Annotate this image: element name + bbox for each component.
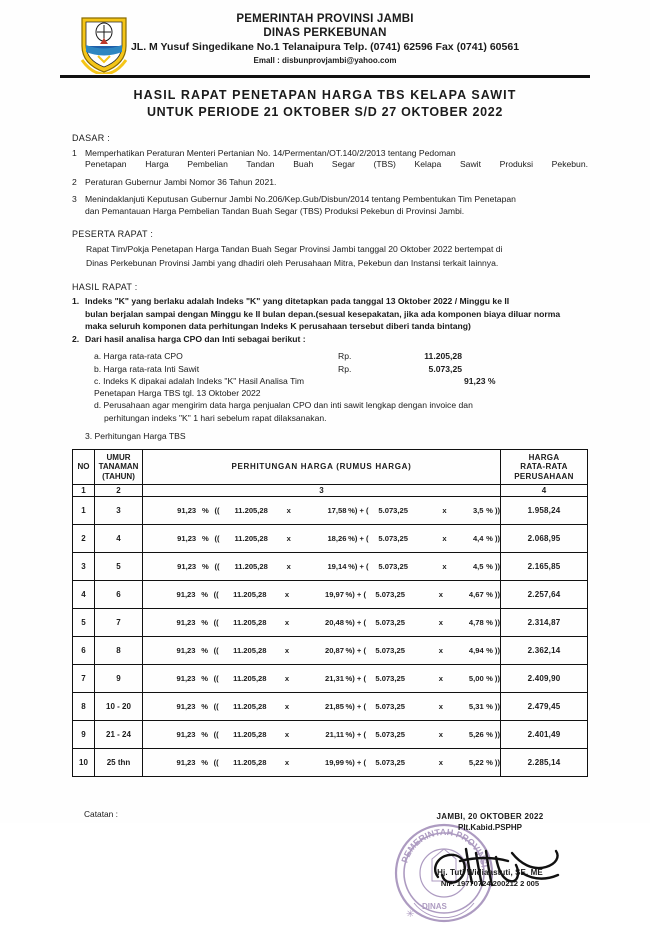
hasil-item-1-line-1: Indeks "K" yang berlaku adalah Indeks "K" yang ditetapkan pada tanggal 13 Oktober 2022 / Minggu ke II xyxy=(85,296,510,306)
catatan-label: Catatan : xyxy=(84,809,118,819)
formula-cpo-price: 11.205,28 xyxy=(233,730,267,739)
formula-rendemen-cpo: 21,85 xyxy=(324,702,344,711)
formula-close-paren: % )) xyxy=(486,562,500,571)
formula-index-pct: % xyxy=(201,646,208,655)
formula-inti-price: 5.073,25 xyxy=(375,758,405,767)
dasar-item xyxy=(72,177,588,189)
price-row-cpo-currency: Rp. xyxy=(338,351,352,361)
formula-rendemen-cpo: 18,26 xyxy=(327,534,347,543)
formula-plus: %) + ( xyxy=(348,534,369,543)
formula-multiply-2: x xyxy=(438,646,443,655)
formula-plus: %) + ( xyxy=(345,702,366,711)
formula-open-paren: (( xyxy=(213,646,219,655)
cell-umur: 6 xyxy=(95,581,143,609)
formula-rendemen-cpo: 19,99 xyxy=(324,758,344,767)
formula-multiply-1: x xyxy=(284,674,290,683)
cell-harga-rata-rata: 2.165,85 xyxy=(501,553,588,581)
col-number-1: 1 xyxy=(73,485,95,497)
formula-index-k: 91,23 xyxy=(176,730,196,739)
hasil-item-d-line-1: d. Perusahaan agar mengirim data harga penjualan CPO dan inti sawit lengkap dengan invoice dan xyxy=(94,400,473,410)
table-head xyxy=(73,449,588,497)
formula-open-paren: (( xyxy=(214,562,220,571)
formula-rendemen-cpo: 20,87 xyxy=(324,646,344,655)
formula-cpo-price: 11.205,28 xyxy=(234,562,268,571)
formula-close-paren: % )) xyxy=(486,534,500,543)
cell-no: 3 xyxy=(73,553,95,581)
formula-rendemen-cpo: 20,48 xyxy=(324,618,344,627)
cell-formula xyxy=(143,665,501,693)
col-header-umur-l2: TANAMAN xyxy=(98,462,139,471)
formula-index-k: 91,23 xyxy=(176,618,196,627)
formula-rendemen-cpo: 19,14 xyxy=(327,562,347,571)
cell-umur: 3 xyxy=(95,497,143,525)
table-row xyxy=(73,721,588,749)
formula-rendemen-inti: 5,26 xyxy=(468,730,484,739)
formula-index-pct: % xyxy=(201,534,209,543)
formula-open-paren: (( xyxy=(213,758,219,767)
formula-multiply-2: x xyxy=(442,506,447,515)
formula-rendemen-cpo: 21,31 xyxy=(324,674,344,683)
table-header-row xyxy=(73,449,588,485)
hasil-item-2 xyxy=(72,334,588,346)
formula-rendemen-inti: 4,67 xyxy=(468,590,484,599)
dasar-item xyxy=(72,194,588,217)
cell-umur: 10 - 20 xyxy=(95,693,143,721)
formula-cpo-price: 11.205,28 xyxy=(233,646,267,655)
cell-umur: 21 - 24 xyxy=(95,721,143,749)
formula-index-k: 91,23 xyxy=(176,758,196,767)
cell-formula xyxy=(143,721,501,749)
signature-nip: NIP. 19770724 200212 2 005 xyxy=(440,879,540,888)
formula-index-k: 91,23 xyxy=(176,702,196,711)
formula-multiply-2: x xyxy=(438,730,443,739)
formula-rendemen-inti: 5,31 xyxy=(468,702,484,711)
price-row-indeks-k-label: c. Indeks K dipakai adalah Indeks "K" Hasil Analisa Tim Penetapan Harga TBS tgl. 13 Oktober 2022 xyxy=(94,376,305,398)
org-level1: PEMERINTAH PROVINSI JAMBI xyxy=(236,13,414,25)
cell-harga-rata-rata: 2.285,14 xyxy=(501,749,588,777)
price-row-cpo-value: 11.205,28 xyxy=(424,351,462,361)
cell-harga-rata-rata: 2.314,87 xyxy=(501,609,588,637)
cell-harga-rata-rata: 1.958,24 xyxy=(501,497,588,525)
cell-harga-rata-rata: 2.068,95 xyxy=(501,525,588,553)
org-level2: DINAS PERKEBUNAN xyxy=(263,27,387,39)
formula-rendemen-cpo: 17,58 xyxy=(327,506,347,515)
dasar-item-text: Menindaklanjuti Keputusan Gubernur Jambi No.206/Kep.Gub/Disbun/2014 tentang Pembentukan Tim Penetapan xyxy=(85,194,516,204)
dasar-item-number: 1 xyxy=(72,147,77,158)
cell-umur: 9 xyxy=(95,665,143,693)
price-calculation-table-wrapper xyxy=(72,449,588,778)
cell-formula xyxy=(143,497,501,525)
formula-close-paren: % )) xyxy=(486,674,500,683)
formula-inti-price: 5.073,25 xyxy=(375,730,405,739)
formula-inti-price: 5.073,25 xyxy=(378,562,408,571)
formula-close-paren: % )) xyxy=(486,758,500,767)
formula-index-k: 91,23 xyxy=(176,590,196,599)
formula-inti-price: 5.073,25 xyxy=(378,506,408,515)
formula-plus: %) + ( xyxy=(345,618,366,627)
formula-multiply-1: x xyxy=(284,590,290,599)
cell-harga-rata-rata: 2.479,45 xyxy=(501,693,588,721)
table-row xyxy=(73,497,588,525)
cell-umur: 8 xyxy=(95,637,143,665)
table-row xyxy=(73,637,588,665)
formula-plus: %) + ( xyxy=(348,562,369,571)
signature-role: Plt.Kabid.PSPHP xyxy=(457,823,522,832)
svg-text:DINAS: DINAS xyxy=(422,902,447,911)
formula-multiply-2: x xyxy=(442,534,447,543)
formula-rendemen-inti: 5,00 xyxy=(468,674,484,683)
price-row-inti-currency: Rp. xyxy=(338,363,352,374)
header-divider xyxy=(60,75,590,78)
formula-multiply-1: x xyxy=(286,506,291,515)
formula-multiply-1: x xyxy=(284,730,290,739)
cell-no: 9 xyxy=(73,721,95,749)
cell-formula xyxy=(143,609,501,637)
table-row xyxy=(73,749,588,777)
formula-index-pct: % xyxy=(201,618,208,627)
formula-plus: %) + ( xyxy=(345,730,366,739)
cell-no: 6 xyxy=(73,637,95,665)
formula-index-pct: % xyxy=(201,730,208,739)
formula-open-paren: (( xyxy=(213,730,219,739)
col-header-perhitungan: PERHITUNGAN HARGA (RUMUS HARGA) xyxy=(143,449,501,485)
document-body xyxy=(0,133,650,443)
dasar-item xyxy=(72,148,588,171)
table-row xyxy=(73,581,588,609)
hasil-item-3: 3. Perhitungan Harga TBS xyxy=(85,431,186,441)
section-peserta-label: PESERTA RAPAT : xyxy=(72,229,154,239)
svg-text:PEMERINTAH PROVINSI: PEMERINTAH PROVINSI xyxy=(399,826,490,869)
formula-plus: %) + ( xyxy=(348,506,369,515)
cell-formula xyxy=(143,749,501,777)
col-header-harga-l1: HARGA xyxy=(528,452,560,462)
document-footer xyxy=(72,795,588,920)
price-row-indeks-k-percent: 91,23 % xyxy=(464,376,496,386)
formula-inti-price: 5.073,25 xyxy=(375,702,405,711)
section-hasil-label: HASIL RAPAT : xyxy=(72,281,138,292)
dasar-item-text-cont: dan Pemantauan Harga Pembelian Tandan Buah Segar (TBS) Produksi Pekebun di Provinsi Jambi. xyxy=(85,205,465,216)
formula-index-k: 91,23 xyxy=(177,562,197,571)
cell-umur: 5 xyxy=(95,553,143,581)
price-row-cpo-label: a. Harga rata-rata CPO xyxy=(94,351,183,361)
formula-rendemen-inti: 4,78 xyxy=(468,618,484,627)
formula-multiply-1: x xyxy=(286,534,291,543)
formula-rendemen-cpo: 21,11 xyxy=(325,730,344,739)
formula-index-k: 91,23 xyxy=(177,534,197,543)
formula-open-paren: (( xyxy=(213,702,219,711)
formula-index-pct: % xyxy=(201,758,208,767)
formula-index-pct: % xyxy=(201,702,208,711)
cell-formula xyxy=(143,553,501,581)
formula-inti-price: 5.073,25 xyxy=(378,534,408,543)
formula-rendemen-inti: 4,5 xyxy=(472,562,484,571)
formula-close-paren: % )) xyxy=(486,646,500,655)
formula-index-k: 91,23 xyxy=(177,506,197,515)
formula-plus: %) + ( xyxy=(345,646,366,655)
formula-cpo-price: 11.205,28 xyxy=(233,618,267,627)
section-dasar-label: DASAR : xyxy=(72,133,111,143)
formula-plus: %) + ( xyxy=(345,758,366,767)
formula-inti-price: 5.073,25 xyxy=(375,590,405,599)
dasar-item-text: Memperhatikan Peraturan Menteri Pertanian No. 14/Permentan/OT.140/2/2013 tentang Pedoman xyxy=(85,147,456,158)
formula-rendemen-inti: 4,94 xyxy=(468,646,484,655)
formula-inti-price: 5.073,25 xyxy=(375,618,405,627)
table-row xyxy=(73,525,588,553)
table-row xyxy=(73,609,588,637)
formula-open-paren: (( xyxy=(213,590,219,599)
formula-multiply-1: x xyxy=(284,702,290,711)
col-header-umur-l3: (TAHUN) xyxy=(102,471,135,481)
formula-multiply-2: x xyxy=(438,702,443,711)
page-title xyxy=(0,87,650,121)
dasar-item-number: 2 xyxy=(72,176,77,187)
table-body xyxy=(73,497,588,777)
hasil-item-1-line-2: bulan berjalan sampai dengan Minggu ke II bulan depan.(sesual kesepakatan, jika ada komponen biaya diluar norma xyxy=(85,308,561,319)
cell-no: 5 xyxy=(73,609,95,637)
cell-harga-rata-rata: 2.257,64 xyxy=(501,581,588,609)
org-address: JL. M Yusuf Singedikane No.1 Telanaipura Telp. (0741) 62596 Fax (0741) 60561 xyxy=(130,41,520,53)
cell-umur: 4 xyxy=(95,525,143,553)
letterhead xyxy=(0,0,650,71)
cell-formula xyxy=(143,637,501,665)
formula-close-paren: % )) xyxy=(486,506,500,515)
price-row-cpo xyxy=(94,351,588,363)
hasil-item-1-number: 1. xyxy=(72,296,80,306)
formula-index-k: 91,23 xyxy=(176,646,196,655)
cell-umur: 25 thn xyxy=(95,749,143,777)
hasil-item-d-line-2: perhitungan indeks "K" 1 hari sebelum rapat dilaksanakan. xyxy=(104,412,327,423)
col-header-harga-l2: RATA-RATA xyxy=(520,462,568,471)
price-row-indeks-k xyxy=(94,376,588,399)
price-row-inti xyxy=(94,364,588,376)
formula-index-k: 91,23 xyxy=(176,674,196,683)
hasil-item-2-text: Dari hasil analisa harga CPO dan Inti sebagai berikut : xyxy=(85,333,306,344)
formula-close-paren: % )) xyxy=(486,590,500,599)
cell-no: 7 xyxy=(73,665,95,693)
col-number-2: 2 xyxy=(95,485,143,497)
peserta-line-2: Dinas Perkebunan Provinsi Jambi yang dhadiri oleh Perusahaan Mitra, Pekebun dan Instansi terkait lainnya. xyxy=(86,258,499,268)
formula-cpo-price: 11.205,28 xyxy=(234,506,268,515)
cell-harga-rata-rata: 2.401,49 xyxy=(501,721,588,749)
formula-rendemen-inti: 3,5 xyxy=(472,506,484,515)
jambi-province-crest-icon xyxy=(76,14,132,74)
formula-multiply-1: x xyxy=(284,646,290,655)
formula-multiply-2: x xyxy=(438,590,443,599)
formula-close-paren: % )) xyxy=(486,730,500,739)
formula-index-pct: % xyxy=(201,506,209,515)
price-calculation-table xyxy=(72,449,588,778)
col-header-no: NO xyxy=(73,449,95,485)
price-row-inti-label: b. Harga rata-rata Inti Sawit xyxy=(94,363,200,374)
signature-place-date: JAMBI, 20 OKTOBER 2022 xyxy=(436,812,544,821)
formula-inti-price: 5.073,25 xyxy=(375,674,405,683)
formula-multiply-2: x xyxy=(438,758,443,767)
svg-text:✳: ✳ xyxy=(406,909,415,920)
cell-no: 4 xyxy=(73,581,95,609)
formula-multiply-2: x xyxy=(438,618,443,627)
cell-no: 2 xyxy=(73,525,95,553)
formula-close-paren: % )) xyxy=(486,702,500,711)
formula-rendemen-inti: 4,4 xyxy=(472,534,484,543)
peserta-line-1: Rapat Tim/Pokja Penetapan Harga Tandan Buah Segar Provinsi Jambi tanggal 20 Oktober 2022 bertempat di xyxy=(86,243,503,254)
cell-formula xyxy=(143,693,501,721)
formula-index-pct: % xyxy=(201,562,209,571)
price-row-inti-value: 5.073,25 xyxy=(428,363,462,374)
col-header-harga-l3: PERUSAHAAN xyxy=(514,471,574,481)
formula-cpo-price: 11.205,28 xyxy=(234,534,268,543)
formula-inti-price: 5.073,25 xyxy=(375,646,405,655)
formula-cpo-price: 11.205,28 xyxy=(233,702,267,711)
formula-multiply-2: x xyxy=(442,562,447,571)
table-row xyxy=(73,693,588,721)
formula-cpo-price: 11.205,28 xyxy=(233,590,267,599)
formula-multiply-2: x xyxy=(438,674,443,683)
formula-index-pct: % xyxy=(201,590,208,599)
cell-no: 10 xyxy=(73,749,95,777)
dasar-item-text-cont: Penetapan Harga Pembelian Tandan Buah Segar (TBS) Kelapa Sawit Produksi Pekebun. xyxy=(85,159,588,169)
formula-open-paren: (( xyxy=(213,674,219,683)
formula-multiply-1: x xyxy=(284,758,290,767)
cell-umur: 7 xyxy=(95,609,143,637)
hasil-item-1-line-3: maka seluruh komponen data perhitungan Indeks K perusahaan tersebut diberi tanda bintang) xyxy=(85,321,471,331)
formula-multiply-1: x xyxy=(286,562,291,571)
formula-rendemen-inti: 5,22 xyxy=(468,758,484,767)
hasil-item-1 xyxy=(72,296,588,308)
col-number-3: 3 xyxy=(143,485,501,497)
cell-no: 8 xyxy=(73,693,95,721)
formula-rendemen-cpo: 19,97 xyxy=(324,590,344,599)
col-header-harga xyxy=(501,449,588,485)
col-number-4: 4 xyxy=(501,485,588,497)
formula-plus: %) + ( xyxy=(345,674,366,683)
table-row xyxy=(73,553,588,581)
signature-area xyxy=(386,811,586,920)
formula-multiply-1: x xyxy=(284,618,290,627)
title-line-2: UNTUK PERIODE 21 OKTOBER S/D 27 OKTOBER 2022 xyxy=(146,105,504,119)
formula-cpo-price: 11.205,28 xyxy=(233,674,267,683)
cell-harga-rata-rata: 2.409,90 xyxy=(501,665,588,693)
cell-harga-rata-rata: 2.362,14 xyxy=(501,637,588,665)
org-email: Emall : disbunprovjambi@yahoo.com xyxy=(253,56,397,65)
title-line-1: HASIL RAPAT PENETAPAN HARGA TBS KELAPA SAWIT xyxy=(133,88,517,102)
formula-open-paren: (( xyxy=(213,618,219,627)
formula-plus: %) + ( xyxy=(345,590,366,599)
hasil-item-2-number: 2. xyxy=(72,333,80,344)
formula-open-paren: (( xyxy=(214,534,220,543)
dasar-item-number: 3 xyxy=(72,194,77,204)
formula-cpo-price: 11.205,28 xyxy=(233,758,267,767)
table-row xyxy=(73,665,588,693)
cell-formula xyxy=(143,581,501,609)
signature-name: Hj. Tuti Widiaastuti, SE, ME xyxy=(437,868,543,877)
formula-open-paren: (( xyxy=(214,506,220,515)
col-header-umur-l1: UMUR xyxy=(106,452,131,462)
table-column-number-row xyxy=(73,485,588,497)
dasar-item-text: Peraturan Gubernur Jambi Nomor 36 Tahun 2021. xyxy=(85,176,277,187)
formula-close-paren: % )) xyxy=(486,618,500,627)
cell-formula xyxy=(143,525,501,553)
cell-no: 1 xyxy=(73,497,95,525)
col-header-umur xyxy=(95,449,143,485)
formula-index-pct: % xyxy=(201,674,208,683)
